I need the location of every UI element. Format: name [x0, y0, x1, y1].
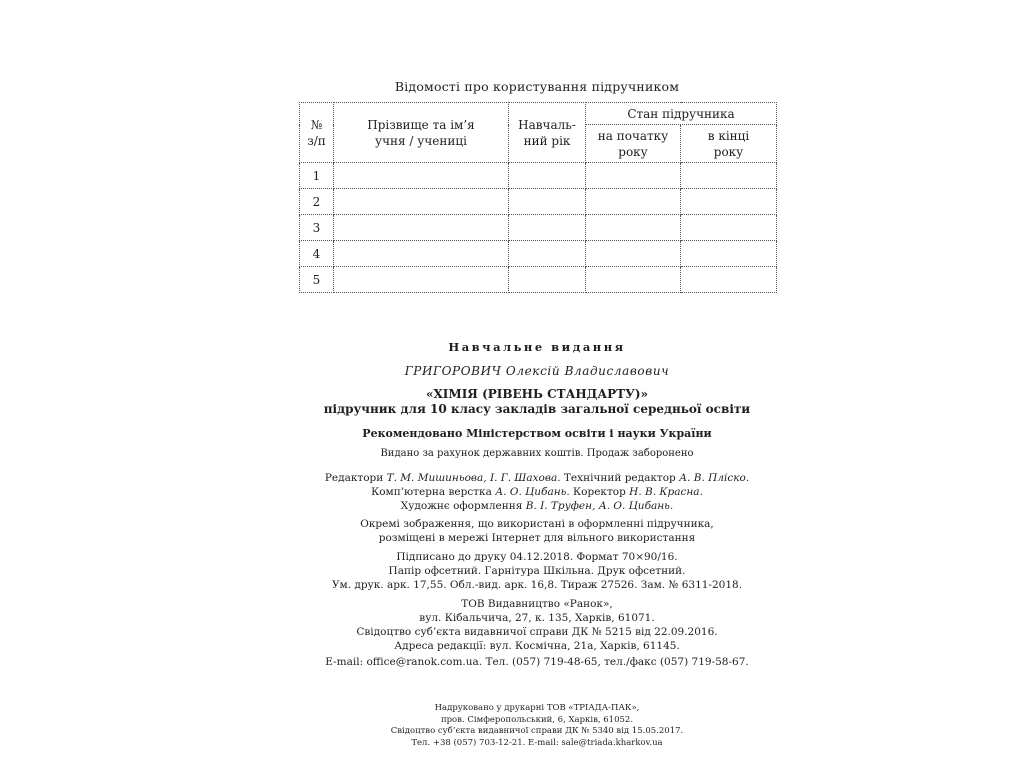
art-line: Художнє оформлення В. І. Труфен, А. О. Цибань. — [400, 500, 674, 512]
book-subtitle-line: підручник для 10 класу закладів загальної середньої освіти — [323, 402, 751, 416]
year-cell — [509, 241, 586, 267]
edition-label: Навчальне видання — [448, 340, 626, 354]
row-number: 4 — [300, 241, 334, 267]
table-row — [300, 215, 777, 241]
table-header-row — [300, 103, 777, 125]
col-name-header: Прізвище та ім’я учня / учениці — [334, 103, 509, 163]
row-number: 3 — [300, 215, 334, 241]
state-end-cell — [681, 189, 777, 215]
editors-line: Редактори Т. М. Мишиньова, І. Г. Шахова. Технічний редактор А. В. Пліско. — [324, 472, 750, 484]
author-name: ГРИГОРОВИЧ Олексій Владиславович — [404, 364, 670, 378]
layout-line: Комп’ютерна верстка А. О. Цибань. Коректор Н. В. Красна. — [371, 486, 703, 498]
state-start-cell — [586, 163, 681, 189]
printer-info: Надруковано у друкарні ТОВ «ТРІАДА-ПАК», пров. Сімферопольський, 6, Харків, 61052. Свідоцтво суб’єкта видавничої справи ДК № 5340 від 15.05.2017. Тел. +38 (057) 703-12-21. E-mail: sale@triada.kharkov.ua — [390, 703, 684, 748]
name-cell — [334, 267, 509, 293]
images-note: Окремі зображення, що використані в оформленні підручника, розміщені в мережі Інтернет для вільного використання — [360, 518, 714, 544]
book-title-line: «ХІМІЯ (РІВЕНЬ СТАНДАРТУ)» — [425, 387, 648, 401]
state-end-cell — [681, 241, 777, 267]
table-row — [300, 241, 777, 267]
col-year-header: Навчаль- ний рік — [509, 103, 586, 163]
col-state-header: Стан підручника — [586, 103, 777, 125]
name-cell — [334, 241, 509, 267]
editors-block — [300, 471, 774, 513]
table-row — [300, 163, 777, 189]
state-end-cell — [681, 215, 777, 241]
print-specs: Підписано до друку 04.12.2018. Формат 70×90/16. Папір офсетний. Гарнітура Шкільна. Друк офсетний. Ум. друк. арк. 17,55. Обл.-вид. арк. 16,8. Тираж 27526. Зам. № 6311-2018. — [331, 551, 743, 591]
table-row — [300, 267, 777, 293]
col-number-header: № з/п — [300, 103, 334, 163]
name-cell — [334, 215, 509, 241]
year-cell — [509, 189, 586, 215]
state-end-cell — [681, 163, 777, 189]
state-end-cell — [681, 267, 777, 293]
publisher-contacts: E-mail: office@ranok.com.ua. Тел. (057) 719-48-65, тел./факс (057) 719-58-67. — [325, 656, 749, 668]
col-state-end-header: в кінці року — [681, 125, 777, 163]
state-start-cell — [586, 215, 681, 241]
row-number: 1 — [300, 163, 334, 189]
name-cell — [334, 163, 509, 189]
col-state-start-header: на початку року — [586, 125, 681, 163]
row-number: 2 — [300, 189, 334, 215]
usage-table — [299, 102, 777, 293]
state-start-cell — [586, 267, 681, 293]
usage-table-title: Відомості про користування підручником — [394, 79, 680, 94]
state-start-cell — [586, 241, 681, 267]
row-number: 5 — [300, 267, 334, 293]
publisher-info: ТОВ Видавництво «Ранок», вул. Кібальчича, 27, к. 135, Харків, 61071. Свідоцтво суб’єкта видавничої справи ДК № 5215 від 22.09.2016. Адреса редакції: вул. Космічна, 21а, Харків, 61145. — [356, 598, 718, 652]
year-cell — [509, 163, 586, 189]
table-row — [300, 189, 777, 215]
name-cell — [334, 189, 509, 215]
recommendation-note: Рекомендовано Міністерством освіти і науки України — [362, 427, 712, 440]
year-cell — [509, 215, 586, 241]
funding-note: Видано за рахунок державних коштів. Продаж заборонено — [380, 448, 694, 459]
year-cell — [509, 267, 586, 293]
state-start-cell — [586, 189, 681, 215]
book-title — [300, 387, 774, 417]
